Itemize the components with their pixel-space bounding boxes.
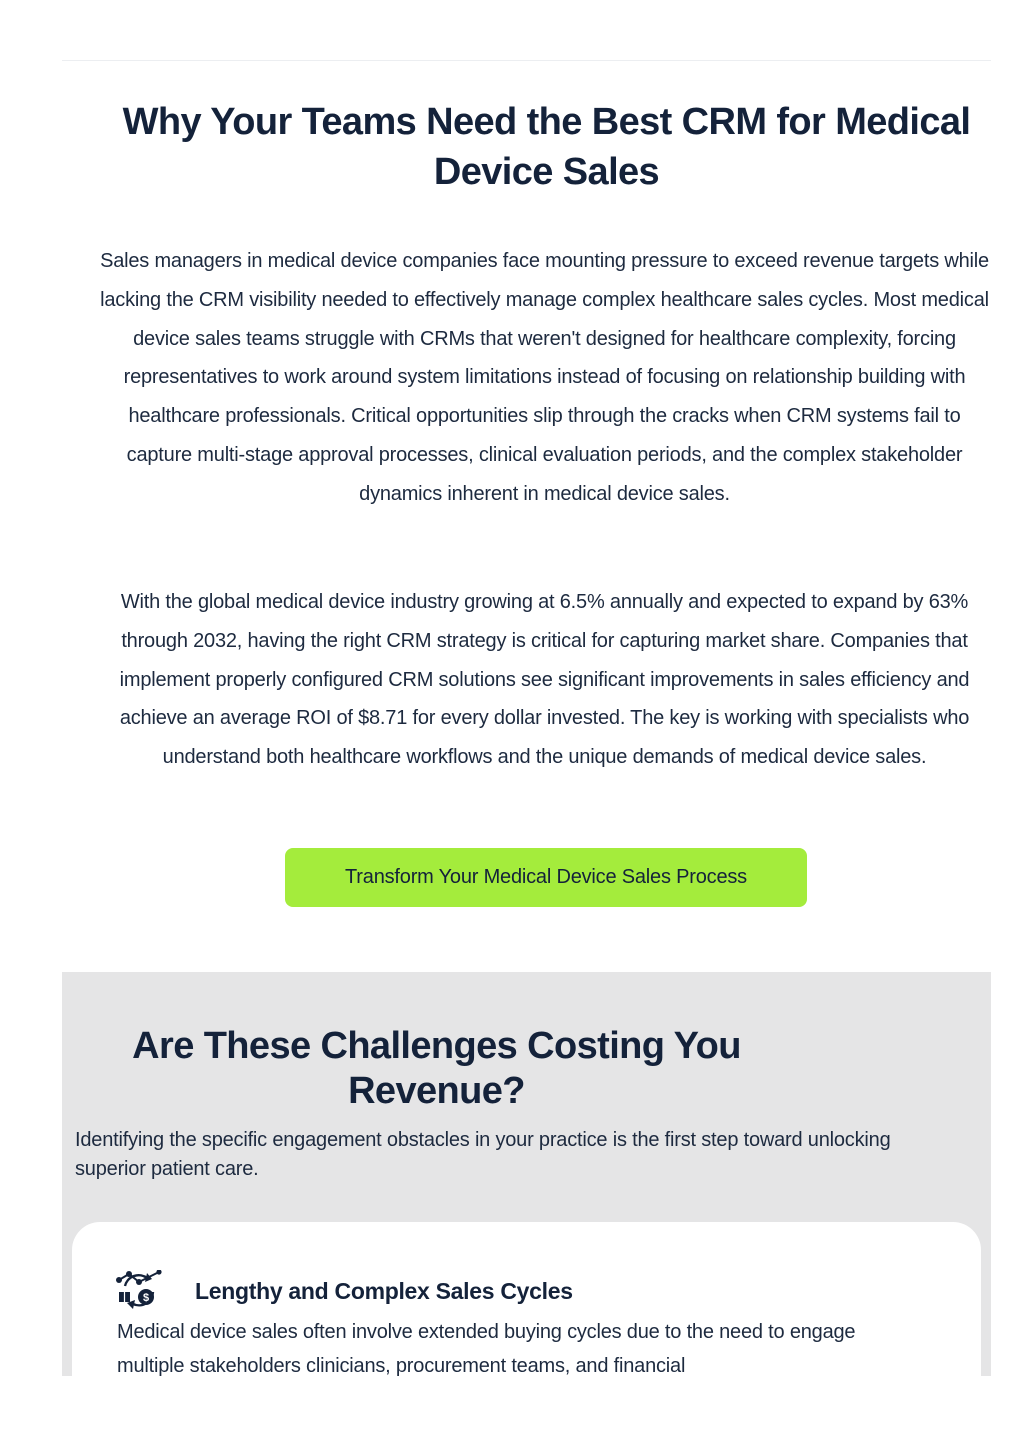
challenge-card xyxy=(72,1222,981,1376)
challenge-card-title: Lengthy and Complex Sales Cycles xyxy=(195,1278,573,1304)
transform-sales-process-button[interactable]: Transform Your Medical Device Sales Process xyxy=(285,848,807,907)
challenges-section xyxy=(62,972,991,1376)
why-crm-paragraph-2: With the global medical device industry growing at 6.5% annually and expected to expand by 63% through 2032, having the right CRM strategy is critical for capturing market share. Companies that implement properly configured CRM solutions see significant improvements in sales efficiency and achieve an average ROI of $8.71 for every dollar invested. The key is working with specialists who understand both healthcare workflows and the unique demands of medical device sales. xyxy=(119,591,970,769)
challenges-heading: Are These Challenges Costing You Revenue? xyxy=(132,1025,741,1112)
why-crm-heading: Why Your Teams Need the Best CRM for Medical Device Sales xyxy=(122,101,971,193)
sales-cycle-icon xyxy=(115,1270,163,1310)
top-divider xyxy=(62,60,991,61)
svg-text:$: $ xyxy=(142,1292,150,1304)
sales-cycle-icon-graphic xyxy=(115,1270,163,1310)
challenge-card-text: Medical device sales often involve extended buying cycles due to the need to engage multiple stakeholders clinicians, procurement teams, and financial xyxy=(117,1321,856,1376)
why-crm-paragraph-1: Sales managers in medical device companies face mounting pressure to exceed revenue targets while lacking the CRM visibility needed to effectively manage complex healthcare sales cycles. Most medical device sales teams struggle with CRMs that weren't designed for healthcare complexity, forcing representatives to work around system limitations instead of focusing on relationship building with healthcare professionals. Critical opportunities slip through the cracks when CRM systems fail to capture multi-stage approval processes, clinical evaluation periods, and the complex stakeholder dynamics inherent in medical device sales. xyxy=(100,250,989,505)
challenges-subtitle: Identifying the specific engagement obstacles in your practice is the first step toward unlocking superior patient care. xyxy=(75,1129,891,1180)
